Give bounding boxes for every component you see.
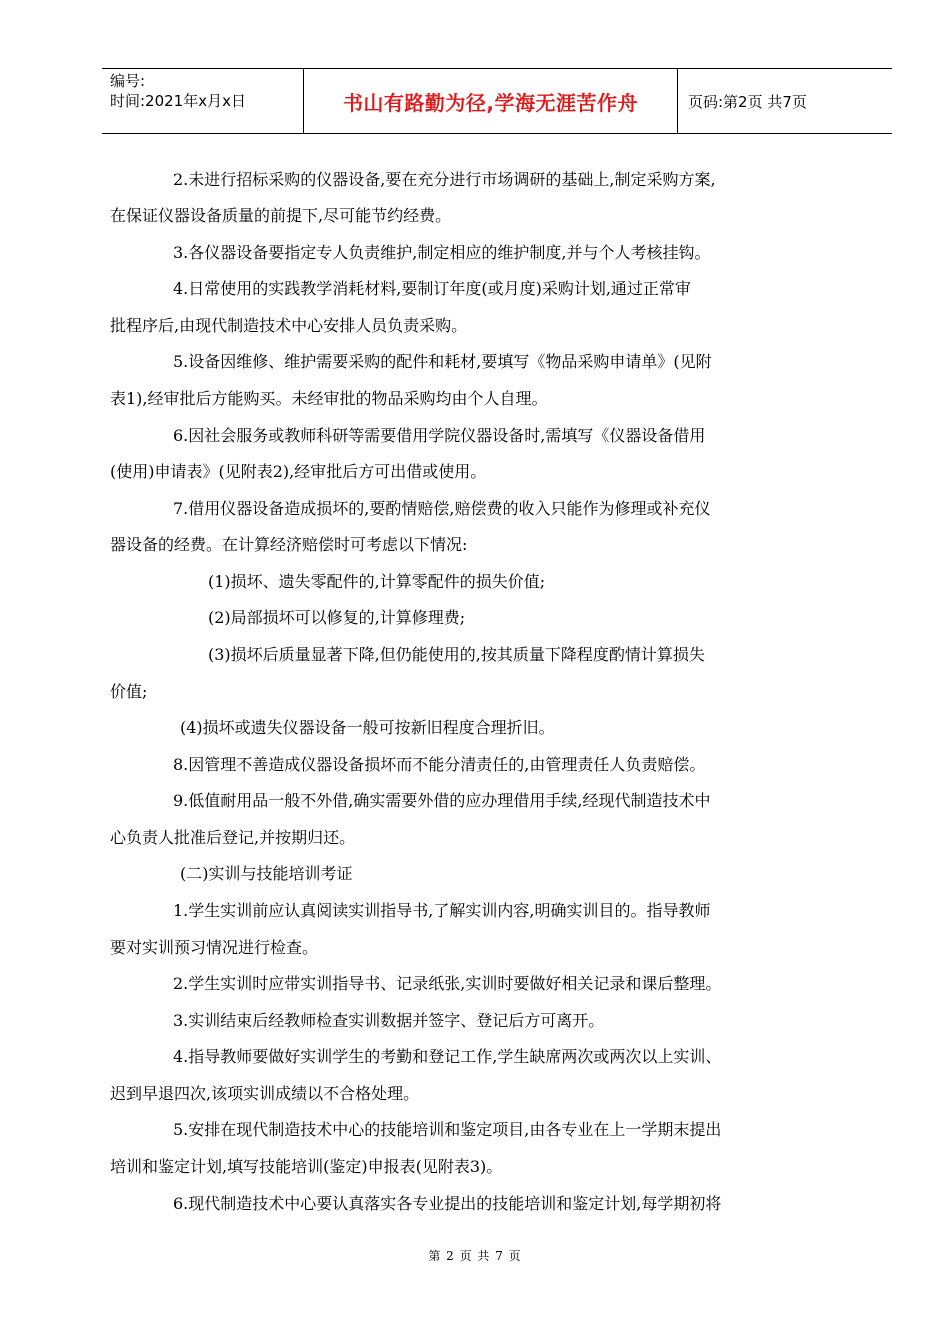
body-line: (使用)申请表》(见附表2),经审批后方可出借或使用。 [110,462,487,481]
time-label: 时间:2021年x月x日 [110,92,246,110]
body-line: 要对实训预习情况进行检查。 [110,938,319,957]
page-header [102,68,892,134]
body-line: 7.借用仪器设备造成损坏的,要酌情赔偿,赔偿费的收入只能作为修理或补充仪 [173,499,711,518]
body-line: 6.因社会服务或教师科研等需要借用学院仪器设备时,需填写《仪器设备借用 [173,426,706,445]
body-line: 2.学生实训时应带实训指导书、记录纸张,实训时要做好相关记录和课后整理。 [173,974,722,993]
header-motto: 书山有路勤为径,学海无涯苦作舟 [304,69,678,133]
body-line: 5.设备因维修、维护需要采购的配件和耗材,要填写《物品采购申请单》(见附 [173,352,712,371]
body-line: 4.指导教师要做好实训学生的考勤和登记工作,学生缺席两次或两次以上实训、 [173,1047,722,1066]
body-line: (2)局部损坏可以修复的,计算修理费; [208,608,466,627]
body-line: 器设备的经费。在计算经济赔偿时可考虑以下情况: [110,535,468,554]
body-line: 3.各仪器设备要指定专人负责维护,制定相应的维护制度,并与个人考核挂钩。 [173,243,711,262]
body-line: 迟到早退四次,该项实训成绩以不合格处理。 [110,1084,420,1103]
body-line: 在保证仪器设备质量的前提下,尽可能节约经费。 [110,206,452,225]
body-line: 9.低值耐用品一般不外借,确实需要外借的应办理借用手续,经现代制造技术中 [173,791,711,810]
page-footer: 第 2 页 共 7 页 [428,1249,522,1263]
body-line: 5.安排在现代制造技术中心的技能培训和鉴定项目,由各专业在上一学期末提出 [173,1120,722,1139]
body-line: 表1),经审批后方能购买。未经审批的物品采购均由个人自理。 [110,389,548,408]
body-line: (1)损坏、遗失零配件的,计算零配件的损失价值; [208,572,546,591]
body-line: 3.实训结束后经教师检查实训数据并签字、登记后方可离开。 [173,1011,605,1030]
body-line: (3)损坏后质量显著下降,但仍能使用的,按其质量下降程度酌情计算损失 [208,645,705,664]
body-line: 心负责人批准后登记,并按期归还。 [110,828,356,847]
number-label: 编号: [110,72,146,90]
header-meta [102,69,304,133]
body-line: 培训和鉴定计划,填写技能培训(鉴定)申报表(见附表3)。 [110,1157,503,1176]
section-heading: (二)实训与技能培训考证 [180,864,353,883]
body-line: 价值; [110,682,148,701]
body-line: 8.因管理不善造成仪器设备损坏而不能分清责任的,由管理责任人负责赔偿。 [173,755,706,774]
body-line: (4)损坏或遗失仪器设备一般可按新旧程度合理折旧。 [180,718,555,737]
header-page-code: 页码:第2页 共7页 [688,92,807,111]
body-line: 批程序后,由现代制造技术中心安排人员负责采购。 [110,316,468,335]
body-line: 1.学生实训前应认真阅读实训指导书,了解实训内容,明确实训目的。指导教师 [173,901,711,920]
body-line: 2.未进行招标采购的仪器设备,要在充分进行市场调研的基础上,制定采购方案, [173,170,716,189]
body-line: 6.现代制造技术中心要认真落实各专业提出的技能培训和鉴定计划,每学期初将 [173,1194,722,1213]
body-line: 4.日常使用的实践教学消耗材料,要制订年度(或月度)采购计划,通过正常审 [173,279,691,298]
